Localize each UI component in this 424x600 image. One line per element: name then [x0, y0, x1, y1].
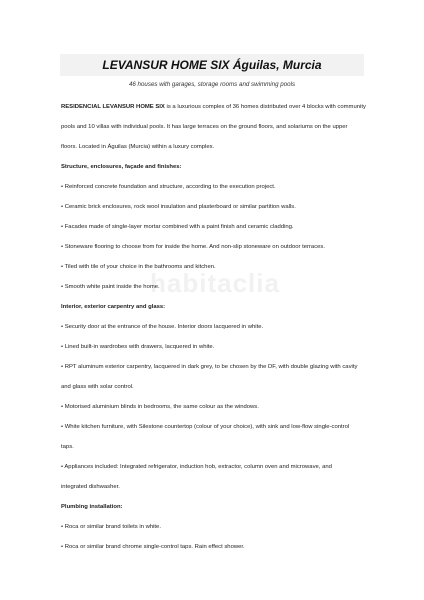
- section-heading-carpentry: Interior, exterior carpentry and glass:: [61, 304, 166, 310]
- intro-text: is a luxurious complex of 36 homes distributed over 4 blocks with community: [164, 104, 366, 110]
- list-item: integrated dishwasher.: [61, 484, 120, 490]
- intro-paragraph-line: [61, 97, 365, 117]
- section-heading-plumbing: Plumbing installation:: [61, 504, 123, 510]
- list-item: • Facades made of single-layer mortar combined with a paint finish and ceramic cladding.: [61, 224, 294, 230]
- list-item: • Motorised aluminium blinds in bedrooms, the same colour as the windows.: [61, 404, 259, 410]
- list-item: • Roca or similar brand chrome single-control taps. Rain effect shower.: [61, 544, 245, 550]
- list-item: • White kitchen furniture, with Silestone countertop (colour of your choice), with sink and low-flow single-control: [61, 424, 350, 430]
- list-item: • Stoneware flooring to choose from for inside the home. And non-slip stoneware on outdoor terraces.: [61, 244, 326, 250]
- intro-paragraph-line: floors. Located in Águilas (Murcia) within a luxury complex.: [61, 144, 215, 150]
- intro-lead: RESIDENCIAL LEVANSUR HOME SIX: [61, 104, 165, 110]
- list-item: • Ceramic brick enclosures, rock wool insulation and plasterboard or similar partition walls.: [61, 204, 296, 210]
- list-item: • Smooth white paint inside the home.: [61, 284, 160, 290]
- list-item: • Reinforced concrete foundation and structure, according to the execution project.: [61, 184, 276, 190]
- document-subtitle: 46 houses with garages, storage rooms and swimming pools: [128, 81, 296, 88]
- list-item: • Security door at the entrance of the house. Interior doors lacquered in white.: [61, 324, 264, 330]
- intro-paragraph-line: pools and 10 villas with individual pools. It has large terraces on the ground floors, and solariums on the upper: [61, 124, 348, 130]
- list-item: • Tiled with tile of your choice in the bathrooms and kitchen.: [61, 264, 216, 270]
- habitaclia-watermark: habitaclia: [150, 268, 280, 298]
- document-body: [61, 97, 365, 557]
- document-title: LEVANSUR HOME SIX Águilas, Murcia: [60, 54, 364, 76]
- section-heading-structure: Structure, enclosures, façade and finishes:: [61, 164, 182, 170]
- list-item: • Lined built-in wardrobes with drawers, lacquered in white.: [61, 344, 215, 350]
- list-item: and glass with solar control.: [61, 384, 134, 390]
- list-item: • Roca or similar brand toilets in white.: [61, 524, 161, 530]
- list-item: • RPT aluminum exterior carpentry, lacquered in dark grey, to be chosen by the DF, with double glazing with cavity: [61, 364, 358, 370]
- list-item: taps.: [61, 444, 74, 450]
- list-item: • Appliances included: Integrated refrigerator, induction hob, extractor, column oven and microwave, and: [61, 464, 332, 470]
